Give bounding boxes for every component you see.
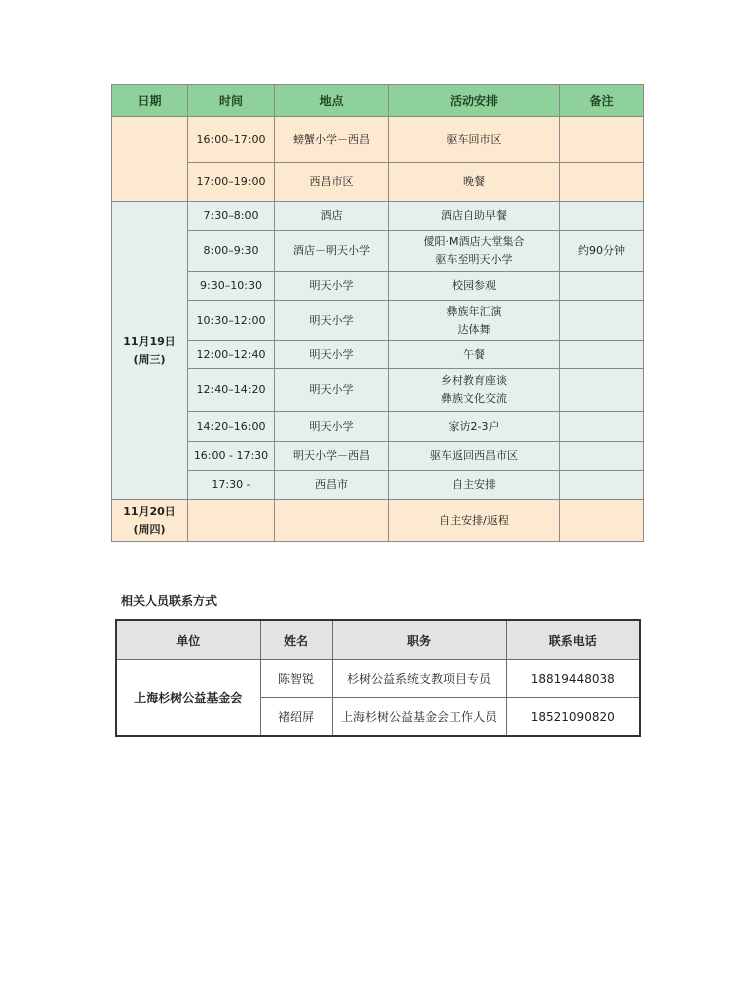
- activity-cell: 晚餐: [389, 163, 560, 202]
- org-cell: 上海杉树公益基金会: [116, 660, 260, 737]
- activity-line: 彝族年汇演: [446, 304, 502, 318]
- table-row: [112, 163, 644, 202]
- time-cell: 10:30–12:00: [188, 301, 275, 341]
- table-row: [112, 500, 644, 542]
- schedule-table: [111, 84, 644, 542]
- time-cell: [188, 500, 275, 542]
- table-row: [112, 231, 644, 272]
- date-cell: [112, 500, 188, 542]
- activity-cell: 自主安排: [389, 471, 560, 500]
- table-row: [112, 442, 644, 471]
- role-cell: 上海杉树公益基金会工作人员: [332, 698, 506, 737]
- note-cell: [560, 442, 644, 471]
- phone-cell: 18819448038: [506, 660, 640, 698]
- table-row: [112, 471, 644, 500]
- header-date: 日期: [112, 85, 188, 117]
- table-row: [116, 660, 640, 698]
- table-row: [112, 412, 644, 442]
- place-cell: 酒店: [275, 202, 389, 231]
- date-cell: [112, 202, 188, 500]
- header-note: 备注: [560, 85, 644, 117]
- table-row: [112, 369, 644, 412]
- note-cell: [560, 369, 644, 412]
- contacts-table: [115, 619, 641, 737]
- date-cell: [112, 117, 188, 202]
- header-org: 单位: [116, 620, 260, 660]
- time-cell: 12:40–14:20: [188, 369, 275, 412]
- time-cell: 14:20–16:00: [188, 412, 275, 442]
- name-cell: 褚绍屏: [260, 698, 332, 737]
- activity-cell: [389, 301, 560, 341]
- table-row: [112, 272, 644, 301]
- note-cell: 约90分钟: [560, 231, 644, 272]
- time-cell: 16:00 - 17:30: [188, 442, 275, 471]
- activity-cell: 驱车回市区: [389, 117, 560, 163]
- weekday-line: (周四): [133, 522, 166, 536]
- activity-cell: [389, 369, 560, 412]
- place-cell: 明天小学: [275, 341, 389, 369]
- time-cell: 7:30–8:00: [188, 202, 275, 231]
- date-line: 11月20日: [123, 504, 176, 518]
- weekday-line: (周三): [133, 352, 166, 366]
- phone-cell: 18521090820: [506, 698, 640, 737]
- header-time: 时间: [188, 85, 275, 117]
- place-cell: 酒店－明天小学: [275, 231, 389, 272]
- time-cell: 8:00–9:30: [188, 231, 275, 272]
- role-cell: 杉树公益系统支教项目专员: [332, 660, 506, 698]
- time-cell: 17:30 -: [188, 471, 275, 500]
- place-cell: [275, 500, 389, 542]
- header-place: 地点: [275, 85, 389, 117]
- activity-cell: 驱车返回西昌市区: [389, 442, 560, 471]
- time-cell: 9:30–10:30: [188, 272, 275, 301]
- place-cell: 明天小学: [275, 412, 389, 442]
- note-cell: [560, 202, 644, 231]
- table-row: [112, 117, 644, 163]
- activity-cell: 午餐: [389, 341, 560, 369]
- activity-line: 彝族文化交流: [441, 392, 507, 405]
- schedule-header-row: [112, 85, 644, 117]
- activity-cell: [389, 231, 560, 272]
- activity-cell: 家访2-3户: [389, 412, 560, 442]
- note-cell: [560, 500, 644, 542]
- header-name: 姓名: [260, 620, 332, 660]
- note-cell: [560, 117, 644, 163]
- place-cell: 明天小学: [275, 369, 389, 412]
- note-cell: [560, 341, 644, 369]
- time-cell: 17:00–19:00: [188, 163, 275, 202]
- header-role: 职务: [332, 620, 506, 660]
- activity-line: 乡村教育座谈: [441, 374, 507, 387]
- contacts-title: 相关人员联系方式: [121, 594, 218, 608]
- header-activity: 活动安排: [389, 85, 560, 117]
- activity-line: 驱车至明天小学: [435, 253, 513, 266]
- name-cell: 陈智锐: [260, 660, 332, 698]
- note-cell: [560, 301, 644, 341]
- table-row: [112, 202, 644, 231]
- place-cell: 明天小学: [275, 272, 389, 301]
- activity-cell: 自主安排/返程: [389, 500, 560, 542]
- activity-cell: 酒店自助早餐: [389, 202, 560, 231]
- place-cell: 螃蟹小学－西昌: [275, 117, 389, 163]
- note-cell: [560, 471, 644, 500]
- activity-line: 僾阳·M酒店大堂集合: [423, 235, 525, 248]
- table-row: [112, 341, 644, 369]
- time-cell: 12:00–12:40: [188, 341, 275, 369]
- time-cell: 16:00–17:00: [188, 117, 275, 163]
- table-row: [112, 301, 644, 341]
- place-cell: 明天小学: [275, 301, 389, 341]
- place-cell: 明天小学－西昌: [275, 442, 389, 471]
- contacts-header-row: [116, 620, 640, 660]
- activity-cell: 校园参观: [389, 272, 560, 301]
- note-cell: [560, 163, 644, 202]
- note-cell: [560, 272, 644, 301]
- place-cell: 西昌市: [275, 471, 389, 500]
- activity-line: 达体舞: [457, 322, 491, 336]
- header-phone: 联系电话: [506, 620, 640, 660]
- note-cell: [560, 412, 644, 442]
- place-cell: 西昌市区: [275, 163, 389, 202]
- date-line: 11月19日: [123, 334, 176, 348]
